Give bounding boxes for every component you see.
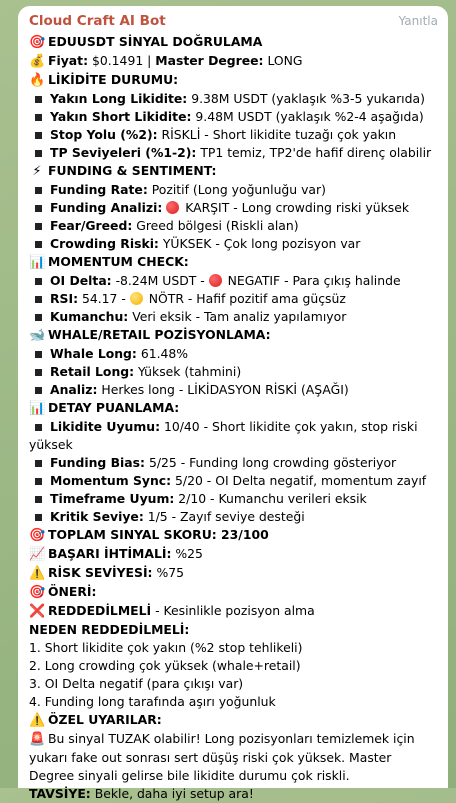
bullet-icon [35,460,42,467]
reason-item: 4. Funding long tarafında aşırı yoğunluk [29,694,276,709]
red-circle-icon [166,201,179,214]
warning-icon: ⚠️ [29,566,46,581]
reply-button[interactable]: Yanıtla [398,14,438,28]
reason-item: 2. Long crowding çok yüksek (whale+retail) [29,658,301,673]
trap-warning: 🚨 Bu sinyal TUZAK olabilir! Long pozisyonları temizlemek için yukarı fake out sonrası sert düşüş riski çok yüksek. Master Degree sinyali gelirse bile likidite durumu çok riskli. [29,731,415,783]
bullet-icon [35,369,42,376]
bullet-icon [35,223,42,230]
warning-icon: ⚠️ [29,713,46,728]
bullet-icon [35,187,42,194]
bullet-icon [35,351,42,358]
siren-icon: 🚨 [29,732,46,747]
list-item: OI Delta: -8.24M USDT - NEGATIF - Para çıkış halinde [29,272,438,290]
recommendation: ❌ REDDEDİLMELİ - Kesinlikle pozisyon alma [29,603,315,619]
section-funding: ⚡ FUNDING & SENTIMENT: [29,162,438,181]
bullet-icon [35,424,42,431]
list-item: Funding Bias: 5/25 - Funding long crowding gösteriyor [29,454,438,472]
cross-icon: ❌ [29,604,46,619]
list-item: Retail Long: Yüksek (tahmini) [29,363,438,381]
bullet-icon [35,150,42,157]
list-item: Funding Analizi: KARŞIT - Long crowding riski yüksek [29,199,438,217]
list-item: Funding Rate: Pozitif (Long yoğunluğu var) [29,181,438,199]
bullet-icon [35,205,42,212]
message-header [29,13,438,33]
list-item: Momentum Sync: 5/20 - OI Delta negatif, momentum zayıf [29,472,438,490]
target-icon: 🎯 [29,528,46,543]
red-circle-icon [209,274,222,287]
advice: TAVSİYE: Bekle, daha iyi setup ara! [29,786,254,801]
list-item: Fear/Greed: Greed bölgesi (Riskli alan) [29,217,438,235]
reason-item: 1. Short likidite çok yakın (%2 stop tehlikeli) [29,640,303,655]
warnings-heading: ⚠️ ÖZEL UYARILAR: [29,712,162,728]
bullet-icon [35,478,42,485]
bullet-icon [35,114,42,121]
reasons-heading: NEDEN REDDEDİLMELİ: [29,622,190,637]
list-item: Yakın Long Likidite: 9.38M USDT (yaklaşık %3-5 yukarıda) [29,90,438,108]
bullet-icon [35,132,42,139]
yellow-circle-icon [130,292,143,305]
message-bubble [18,6,448,801]
bullet-icon [35,96,42,103]
signal-title: 🎯 EDUUSDT SİNYAL DOĞRULAMA [29,34,263,50]
bar-chart-icon: 📊 [29,255,46,270]
list-item: Timeframe Uyum: 2/10 - Kumanchu verileri eksik [29,490,438,508]
reason-item: 3. OI Delta negatif (para çıkışı var) [29,676,244,691]
price-line: 💰 Fiyat: $0.1491 | Master Degree: LONG [29,53,303,69]
list-item: Likidite Uyumu: 10/40 - Short likidite çok yakın, stop riski yüksek [29,419,418,452]
list-item: Crowding Riski: YÜKSEK - Çok long pozisyon var [29,235,438,253]
bot-name[interactable]: Cloud Craft AI Bot [29,13,166,29]
whale-icon: 🐋 [29,328,46,343]
bullet-icon [35,496,42,503]
bullet-icon [35,314,42,321]
bullet-icon [35,296,42,303]
bar-chart-icon: 📊 [29,401,46,416]
trend-up-icon: 📈 [29,547,46,562]
money-bag-icon: 💰 [29,54,46,69]
list-item: Stop Yolu (%2): RİSKLİ - Short likidite tuzağı çok yakın [29,126,438,144]
list-item: Analiz: Herkes long - LİKİDASYON RİSKİ (AŞAĞI) [29,381,438,399]
section-momentum: 📊 MOMENTUM CHECK: [29,254,189,270]
list-item: TP Seviyeleri (%1-2): TP1 temiz, TP2'de hafif direnç olabilir [29,144,438,162]
bullet-icon [35,387,42,394]
list-item: Kritik Seviye: 1/5 - Zayıf seviye desteği [29,508,438,526]
list-item: RSI: 54.17 - NÖTR - Hafif pozitif ama güçsüz [29,290,438,308]
bullet-icon [35,278,42,285]
bullet-icon [35,241,42,248]
message-text [29,33,438,803]
bullet-icon [35,514,42,521]
section-liquidity: 🔥 LİKİDİTE DURUMU: [29,72,179,88]
section-detail: 📊 DETAY PUANLAMA: [29,400,180,416]
success-probability: 📈 BAŞARI İHTİMALİ: %25 [29,546,203,562]
list-item: Yakın Short Likidite: 9.48M USDT (yaklaşık %2-4 aşağıda) [29,108,438,126]
risk-level: ⚠️ RİSK SEVİYESİ: %75 [29,565,184,581]
target-icon: 🎯 [29,35,46,50]
recommendation-heading: 🎯 ÖNERİ: [29,584,97,600]
list-item: Whale Long: 61.48% [29,345,438,363]
section-whale: 🐋 WHALE/RETAIL POZİSYONLAMA: [29,327,271,343]
fire-icon: 🔥 [29,73,46,88]
list-item: Kumanchu: Veri eksik - Tam analiz yapılamıyor [29,308,438,326]
lightning-icon: ⚡ [32,164,42,179]
total-score: 🎯 TOPLAM SINYAL SKORU: 23/100 [29,527,269,543]
target-icon: 🎯 [29,585,46,600]
